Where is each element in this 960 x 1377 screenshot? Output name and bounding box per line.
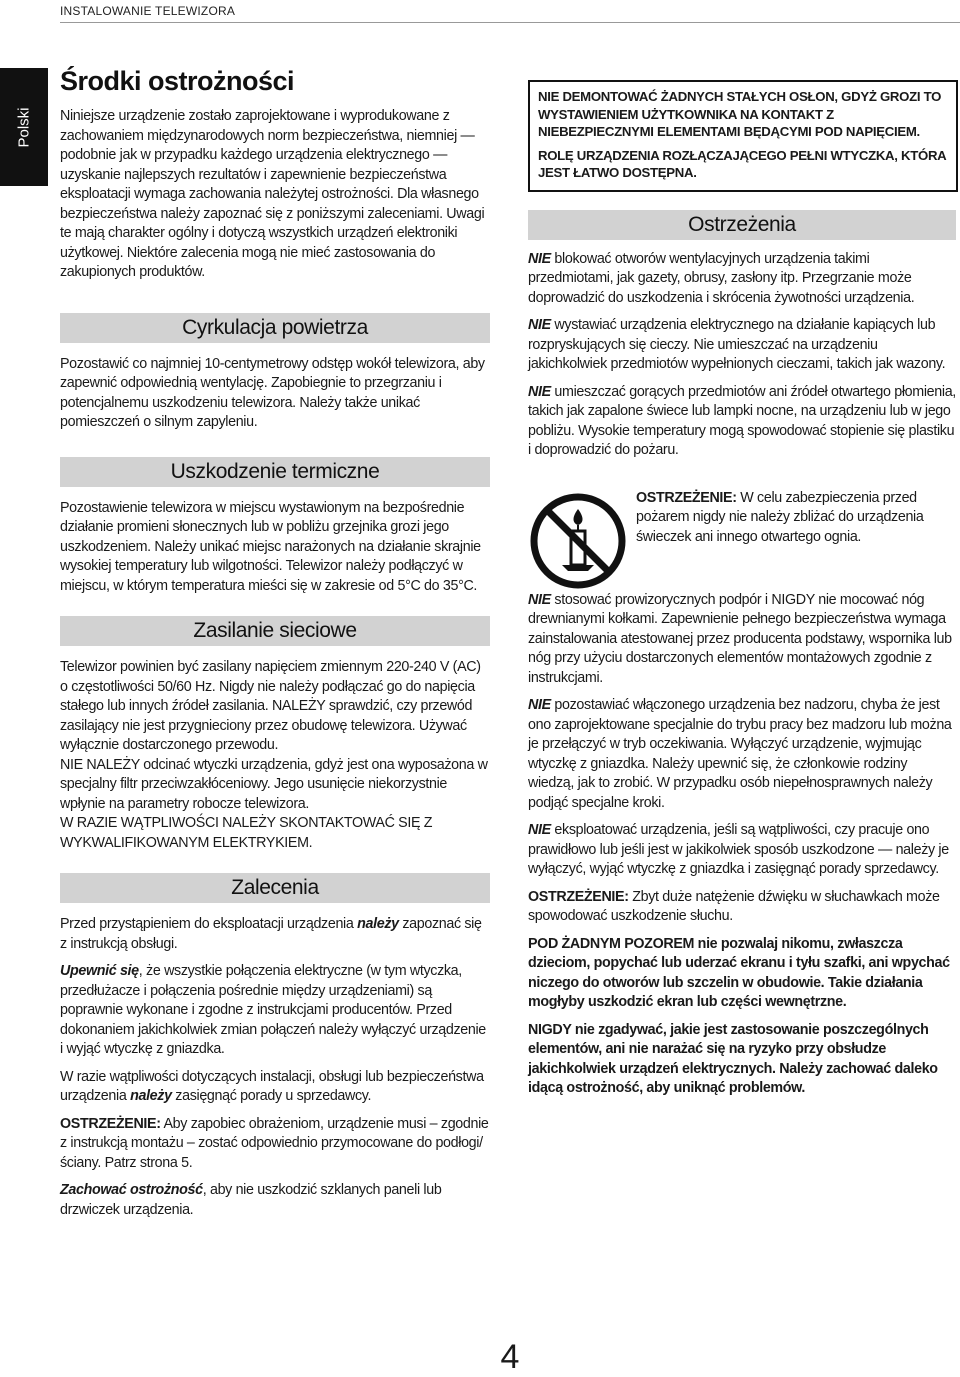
language-label: Polski [15, 106, 33, 148]
candle-warning-text: OSTRZEŻENIE: W celu zabezpieczenia przed pożarem nigdy nie należy zbliżać do urządzenia świeczek ani innego otwartego ognia. [636, 489, 924, 545]
rec-paragraph-5: Zachować ostrożność, aby nie uszkodzić szklanych paneli lub drzwiczek urządzenia. [60, 1182, 442, 1218]
section-heading-warnings: Ostrzeżenia [528, 210, 956, 240]
rec-paragraph-3: W razie wątpliwości dotyczących instalacji, obsługi lub bezpieczeństwa urządzenia należy zasięgnąć porady u sprzedawcy. [60, 1068, 484, 1104]
warning-4: NIE stosować prowizorycznych podpór i NIGDY nie mocować nóg drewnianymi kołkami. Zapewnienie pełnego bezpieczeństwa wymaga zainstalowania atestowanej przez producenta podstawy, wspornika lub nóg przy użyciu dostarczonych elementów montażowych zgodnie z instrukcjami. [528, 591, 952, 686]
right-column [528, 80, 956, 1099]
section-heading-heat: Uszkodzenie termiczne [60, 457, 490, 487]
warning-9: NIGDY nie zgadywać, jakie jest zastosowanie poszczególnych elementów, ani nie narażać się na ryzyko przy obsłudze jakichkolwiek urządzeń elektrycznych. Należy zachować daleko idącą ostrożność, aby uniknąć problemów. [528, 1021, 938, 1096]
running-header: INSTALOWANIE TELEWIZORA [60, 4, 236, 18]
warning-3: NIE umieszczać gorących przedmiotów ani źródeł otwartego płomienia, takich jak zapalone świece lub lampki nocne, na urządzeniu lub w jego pobliżu. Wysokie temperatury mogą spowodować stopienie się plastiku i doprowadzić do pożaru. [528, 383, 956, 458]
heat-paragraph: Pozostawienie telewizora w miejscu wystawionym na bezpośrednie działanie promieni słonecznych lub w pobliżu grzejnika grozi jego uszkodzeniem. Należy unikać miejsc narażonych na działanie skrajnie wysokiej temperatury lub wilgotności. Telewizor należy podłączyć w miejscu, w którym temperatura mieści się w zakresie od 5°C do 35°C. [60, 499, 481, 594]
warning-6: NIE eksploatować urządzenia, jeśli są wątpliwości, czy pracuje ono prawidłowo lub jeśli jest w jakikolwiek sposób uszkodzone — należy je wyłączyć, wyjąć wtyczkę z gniazdka i zasięgnąć porady sprzedawcy. [528, 822, 949, 877]
header-rule [60, 22, 960, 23]
power-paragraph-2: NIE NALEŻY odcinać wtyczki urządzenia, gdyż jest ona wyposażona w specjalny filtr przeciwzakłóceniowy. Jego usunięcie niekorzystnie wpłynie na parametry robocze telewizora. [60, 756, 488, 812]
warning-box [528, 80, 958, 192]
power-paragraph-3: W RAZIE WĄTPLIWOŚCI NALEŻY SKONTAKTOWAĆ SIĘ Z WYKWALIFIKOWANYM ELEKTRYKIEM. [60, 815, 433, 851]
page-number: 4 [500, 1338, 520, 1376]
section-heading-air: Cyrkulacja powietrza [60, 313, 490, 343]
rec-paragraph-1: Przed przystąpieniem do eksploatacji urządzenia należy zapoznać się z instrukcją obsługi. [60, 916, 482, 952]
warning-box-text-1: NIE DEMONTOWAĆ ŻADNYCH STAŁYCH OSŁON, GDYŻ GROZI TO WYSTAWIENIEM UŻYTKOWNIKA NA KONTAKT Z NIEBEZPIECZNYMI ELEMENTAMI BĘDĄCYMI POD NAPIĘCIEM. [538, 89, 942, 139]
warning-5: NIE pozostawiać włączonego urządzenia bez nadzoru, chyba że jest ono zaprojektowane specjalnie do trybu pracy bez madzoru lub można je przełączyć w tryb oczekiwania. Wyłączyć urządzenie, wyjmując wtyczkę z gniazdka. Należy upewnić się, że członkowie rodziny wiedzą, jak to zrobić. W przypadku osób niepełnosprawnych należy podjąć specjalne kroki. [528, 697, 952, 811]
power-paragraph-1: Telewizor powinien być zasilany napięciem zmiennym 220-240 V (AC) o częstotliwości 50/60 Hz. Nigdy nie należy podłączać go do napięcia stałego lub innych źródeł zasilania. NALEŻY sprawdzić, czy przewód zasilający nie jest przygnieciony przez obudowę telewizora. Używać wyłącznie dostarczonego przewodu. [60, 659, 481, 753]
air-paragraph: Pozostawić co najmniej 10-centymetrowy odstęp wokół telewizora, aby zapewnić odpowiednią wentylację. Zapobiegnie to przegrzaniu i potencjalnemu uszkodzeniu telewizora. Należy także unikać pomieszczeń o silnym zapyleniu. [60, 355, 485, 430]
rec-paragraph-2: Upewnić się, że wszystkie połączenia elektryczne (w tym wtyczka, przedłużacze i połączenia pośrednie między urządzeniami) są poprawnie wykonane i zgodne z instrukcjami producentów. Przed dokonaniem jakichkolwiek zmian połączeń należy wyłączyć urządzenie i wyjąć wtyczkę z gniazdka. [60, 963, 486, 1057]
no-candle-icon [528, 491, 636, 591]
warning-1: NIE blokować otworów wentylacyjnych urządzenia takimi przedmiotami, jak gazety, obrusy, zasłony itp. Przegrzanie może doprowadzić do uszkodzenia i skrócenia żywotności urządzenia. [528, 250, 915, 306]
left-column [60, 66, 490, 1220]
warning-8: POD ŻADNYM POZOREM nie pozwalaj nikomu, zwłaszcza dzieciom, popychać lub uderzać ekranu i tyłu szafki, ani wpychać niczego do otworów lub szczelin w obudowie. Takie działania mogłyby uszkodzić ekran lub części wewnętrzne. [528, 935, 950, 1010]
page-title: Środki ostrożności [60, 66, 295, 96]
language-tab [0, 68, 48, 186]
warning-7: OSTRZEŻENIE: Zbyt duże natężenie dźwięku w słuchawkach może spowodować uszkodzenie słuchu. [528, 888, 940, 924]
section-heading-rec: Zalecenia [60, 873, 490, 903]
candle-warning [528, 491, 956, 591]
rec-paragraph-4: OSTRZEŻENIE: Aby zapobiec obrażeniom, urządzenie musi – zgodnie z instrukcją montażu – zostać odpowiednio przymocowane do podłogi/ściany. Patrz strona 5. [60, 1115, 489, 1171]
intro-paragraph: Niniejsze urządzenie zostało zaprojektowane i wyprodukowane z zachowaniem międzynarodowych norm bezpieczeństwa, niemniej — podobnie jak w przypadku każdego urządzenia elektrycznego — uzyskanie najlepszych rezultatów i zapewnienie bezpieczeństwa eksploatacji wymaga zachowania należytej ostrożności. Dla własnego bezpieczeństwa należy zapoznać się z poniższymi zaleceniami. Uwagi te mają charakter ogólny i dotyczą wszystkich urządzeń elektroniki użytkowej. Niektóre zalecenia mogą nie mieć zastosowania do zakupionych produktów. [60, 108, 485, 280]
section-heading-power: Zasilanie sieciowe [60, 616, 490, 646]
warning-box-text-2: ROLĘ URZĄDZENIA ROZŁĄCZAJĄCEGO PEŁNI WTYCZKA, KTÓRA JEST ŁATWO DOSTĘPNA. [538, 147, 946, 180]
warning-2: NIE wystawiać urządzenia elektrycznego na działanie kapiących lub rozpryskujących się cieczy. Nie umieszczać na urządzeniu jakichkolwiek przedmiotów wypełnionych cieczami, takich jak wazony. [528, 317, 946, 372]
